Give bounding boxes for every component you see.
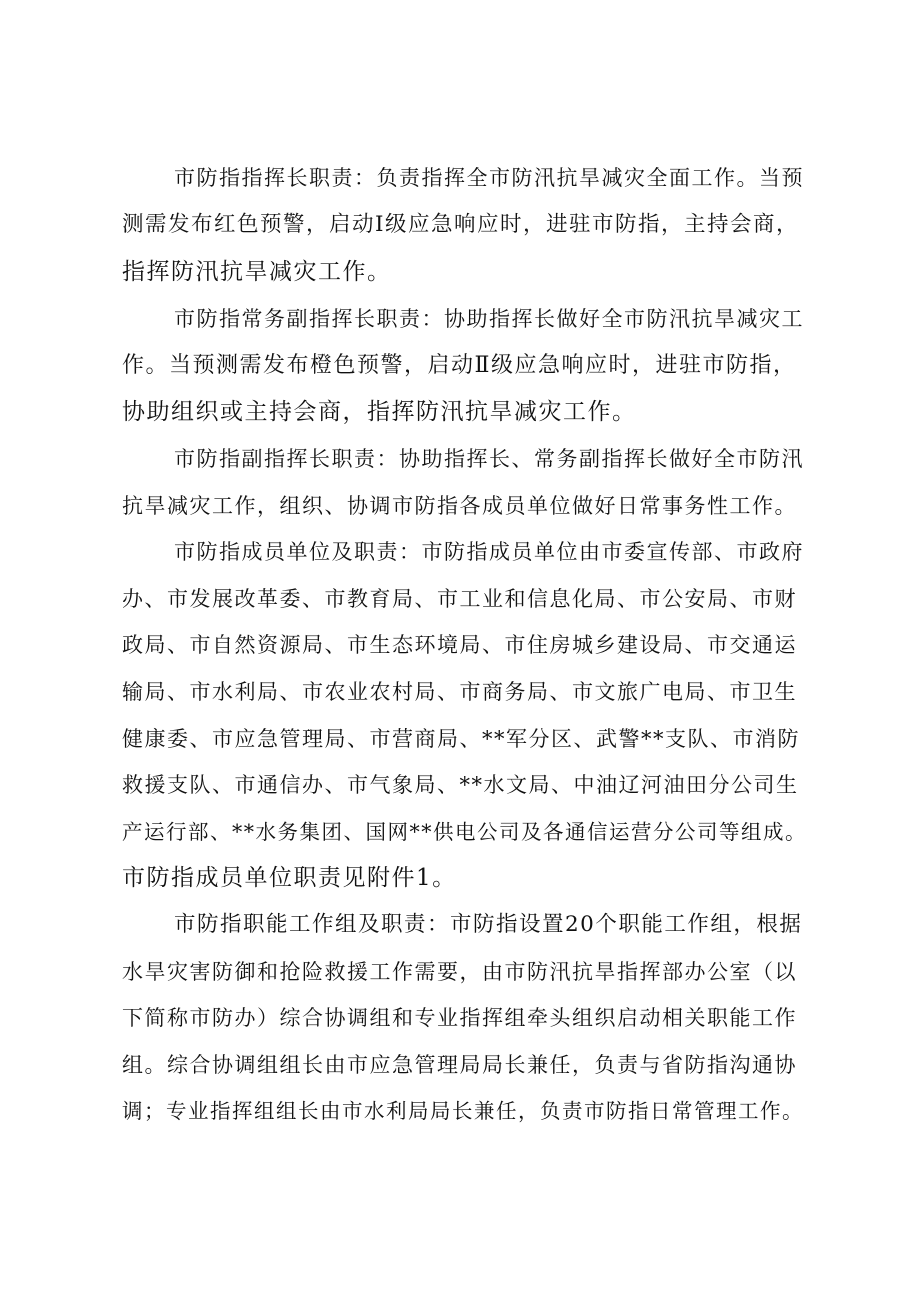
paragraph-line: 作。当预测需发布橙色预警，启动Ⅱ级应急响应时，进驻市防指， bbox=[122, 353, 797, 378]
paragraph-line: 市防指常务副指挥长职责：协助指挥长做好全市防汛抗旱减灾工 bbox=[174, 307, 804, 331]
paragraph-line: 输局、市水利局、市农业农村局、市商务局、市文旅广电局、市卫生 bbox=[122, 680, 797, 704]
paragraph-line: 市防指成员单位职责见附件1。 bbox=[122, 865, 457, 891]
paragraph-line: 组。综合协调组组长由市应急管理局局长兼任，负责与省防指沟通协 bbox=[122, 1053, 797, 1077]
paragraph-line: 水旱灾害防御和抢险救援工作需要，由市防汛抗旱指挥部办公室（以 bbox=[122, 960, 797, 984]
paragraph-line: 指挥防汛抗旱减灾工作。 bbox=[122, 259, 392, 285]
paragraph-line: 抗旱减灾工作，组织、协调市防指各成员单位做好日常事务性工作。 bbox=[122, 494, 797, 518]
paragraph-line: 调；专业指挥组组长由市水利局局长兼任，负责市防指日常管理工作。 bbox=[122, 1099, 804, 1123]
paragraph-line: 下简称市防办）综合协调组和专业指挥组牵头组织启动相关职能工作 bbox=[122, 1006, 797, 1030]
paragraph-line: 市防指职能工作组及职责：市防指设置20个职能工作组，根据 bbox=[174, 912, 803, 937]
paragraph-line: 市防指成员单位及职责：市防指成员单位由市委宣传部、市政府 bbox=[174, 540, 804, 564]
paragraph-line: 健康委、市应急管理局、市营商局、**军分区、武警**支队、市消防 bbox=[122, 727, 800, 751]
paragraph-line: 办、市发展改革委、市教育局、市工业和信息化局、市公安局、市财 bbox=[122, 587, 797, 611]
paragraph-line: 产运行部、**水务集团、国网**供电公司及各通信运营分公司等组成。 bbox=[122, 820, 807, 844]
paragraph-line: 救援支队、市通信办、市气象局、**水文局、中油辽河油田分公司生 bbox=[122, 773, 799, 797]
paragraph-line: 市防指副指挥长职责：协助指挥长、常务副指挥长做好全市防汛 bbox=[174, 447, 804, 471]
paragraph-line: 政局、市自然资源局、市生态环境局、市住房城乡建设局、市交通运 bbox=[122, 633, 797, 657]
paragraph-line: 测需发布红色预警，启动Ⅰ级应急响应时，进驻市防指，主持会商， bbox=[122, 212, 799, 237]
paragraph-line: 协助组织或主持会商，指挥防汛抗旱减灾工作。 bbox=[122, 399, 637, 425]
paragraph-line: 市防指指挥长职责：负责指挥全市防汛抗旱减灾全面工作。当预 bbox=[174, 166, 804, 190]
